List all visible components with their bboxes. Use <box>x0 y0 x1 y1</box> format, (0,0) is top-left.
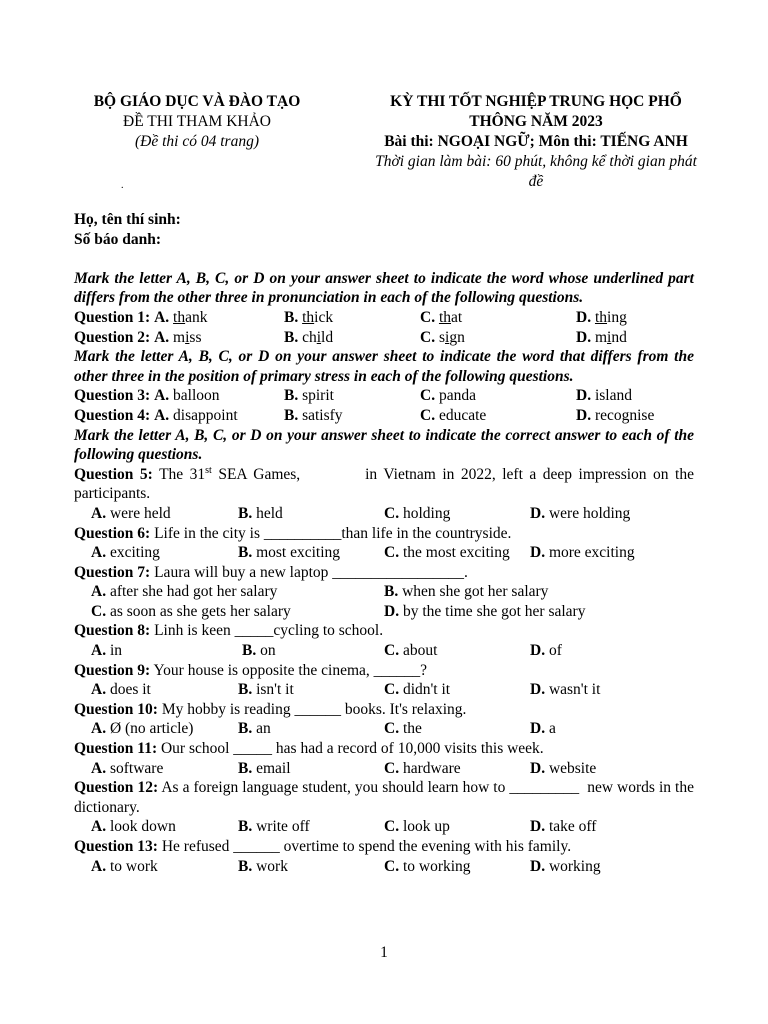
option-letter: C. <box>91 602 107 620</box>
superscript: st <box>205 464 212 476</box>
question-label: Question 7: <box>74 563 151 581</box>
option-text: an <box>256 720 271 738</box>
option-text: m <box>173 328 186 346</box>
question-label: Question 6: <box>74 524 151 542</box>
question-7-stem <box>74 563 694 583</box>
option-text: most exciting <box>256 544 341 562</box>
option-letter: B. <box>238 681 253 699</box>
candidate-id-label: Số báo danh: <box>74 230 162 248</box>
stem-text: The 31 <box>159 465 206 483</box>
question-label: Question 8: <box>74 622 151 640</box>
question-8-options <box>74 641 694 661</box>
option-text: ank <box>185 308 208 326</box>
stem-text: My hobby is reading ______ books. It's relaxing. <box>161 700 467 718</box>
page-number: 1 <box>380 944 388 961</box>
option-text: work <box>256 857 288 875</box>
question-6-options <box>74 543 694 563</box>
instruction-stress: Mark the letter A, B, C, or D on your answer sheet to indicate the word that differs from the other three in the position of primary stress in each of the following questions. <box>74 348 694 385</box>
question-label: Question 10: <box>74 700 158 718</box>
underlined-part: i <box>185 328 190 346</box>
option-text: disappoint <box>173 406 238 424</box>
question-5-stem <box>74 464 698 504</box>
option-letter: C. <box>384 544 400 562</box>
instruction-pronunciation: Mark the letter A, B, C, or D on your answer sheet to indicate the word whose underlined part differs from the other three in pronunciation in each of the following questions. <box>74 269 694 307</box>
option-text: software <box>109 759 164 777</box>
option-text: ss <box>189 328 202 346</box>
stem-text: SEA Games, in Vietnam in 2022, left a deep impression on the participants. <box>74 465 698 503</box>
option-letter: C. <box>420 387 436 405</box>
option-text: panda <box>438 387 476 405</box>
option-text: ick <box>314 308 334 326</box>
option-text: were holding <box>548 504 631 522</box>
time-line-1: Thời gian làm bài: 60 phút, không kể thời gian phát <box>375 153 697 170</box>
option-text: Ø (no article) <box>109 720 194 738</box>
underlined-part: th <box>438 308 452 326</box>
option-text: island <box>594 387 632 405</box>
option-text: s <box>438 328 445 346</box>
exam-title-line-1: KỲ THI TỐT NGHIỆP TRUNG HỌC PHỔ <box>390 93 682 110</box>
underlined-part: th <box>302 308 315 326</box>
question-label: Question 11: <box>74 740 158 758</box>
option-text: nd <box>611 328 627 346</box>
option-text: ch <box>302 328 317 346</box>
option-text: at <box>451 308 463 326</box>
option-text: in <box>109 642 123 660</box>
option-text: more exciting <box>548 544 635 562</box>
option-letter: B. <box>238 544 253 562</box>
option-text: of <box>548 642 562 660</box>
question-label: Question 5: <box>74 465 153 483</box>
option-text: on <box>260 642 276 660</box>
question-9-stem <box>74 661 694 681</box>
question-13-options <box>74 857 694 877</box>
option-text: holding <box>402 504 451 522</box>
stem-text: Our school _____ has had a record of 10,000 visits this week. <box>160 740 544 758</box>
option-letter: D. <box>530 544 546 562</box>
option-letter: B. <box>238 759 253 777</box>
option-text: m <box>594 328 608 346</box>
question-1 <box>74 308 694 328</box>
option-text: look down <box>109 818 176 836</box>
question-label: Question 2: <box>74 328 151 346</box>
question-12-options <box>74 817 694 837</box>
option-text: ing <box>607 308 627 326</box>
question-2 <box>74 328 694 348</box>
option-letter: A. <box>91 681 107 699</box>
option-text: look up <box>402 818 450 836</box>
option-text: wasn't it <box>548 681 601 699</box>
stem-text: Linh is keen _____cycling to school. <box>154 622 384 640</box>
subject-line: Bài thi: NGOẠI NGỮ; Môn thi: TIẾNG ANH <box>384 133 688 150</box>
option-letter: C. <box>384 504 400 522</box>
option-letter: D. <box>576 328 592 346</box>
option-text: hardware <box>402 759 461 777</box>
option-letter: A. <box>91 759 107 777</box>
question-12-stem <box>74 778 698 817</box>
option-letter: D. <box>530 818 546 836</box>
option-letter: C. <box>384 720 400 738</box>
time-line-2: đề <box>528 173 544 190</box>
candidate-name-label: Họ, tên thí sinh: <box>74 211 181 228</box>
option-text: when she got her salary <box>402 583 549 601</box>
option-letter: D. <box>576 387 592 405</box>
option-text: as soon as she gets her salary <box>109 602 291 620</box>
option-text: after she had got her salary <box>109 583 278 601</box>
option-text: website <box>548 759 597 777</box>
underlined-part: th <box>173 308 186 326</box>
option-letter: C. <box>384 681 400 699</box>
option-text: working <box>548 857 601 875</box>
question-label: Question 4: <box>74 406 151 424</box>
stray-dot: . <box>121 180 124 191</box>
exam-type: ĐỀ THI THAM KHẢO <box>123 113 271 130</box>
question-8-stem <box>74 621 694 641</box>
option-letter: B. <box>238 818 253 836</box>
option-letter: D. <box>530 681 546 699</box>
option-letter: A. <box>91 720 107 738</box>
option-letter: D. <box>530 504 546 522</box>
option-letter: D. <box>576 308 592 326</box>
question-label: Question 13: <box>74 838 158 855</box>
option-letter: D. <box>530 720 546 738</box>
option-letter: D. <box>530 857 546 875</box>
exam-content <box>74 210 698 876</box>
question-10-stem <box>74 700 694 720</box>
option-letter: B. <box>242 642 257 660</box>
option-text: isn't it <box>256 681 294 699</box>
question-7-options-cd <box>74 602 694 622</box>
option-letter: D. <box>530 759 546 777</box>
option-text: recognise <box>594 406 655 424</box>
option-text: write off <box>256 818 310 836</box>
question-4 <box>74 406 694 426</box>
header-left <box>62 92 332 152</box>
option-text: balloon <box>173 387 220 405</box>
spacer <box>74 249 694 269</box>
stem-text: As a foreign language student, you should learn how to _________ new words in the dictionary. <box>74 779 698 816</box>
option-letter: D. <box>576 406 592 424</box>
question-11-stem <box>74 739 694 759</box>
option-letter: C. <box>420 406 436 424</box>
stem-text: Life in the city is __________than life in the countryside. <box>154 524 512 542</box>
option-text: exciting <box>109 544 160 562</box>
option-letter: C. <box>420 308 436 326</box>
instruction-correct-answer: Mark the letter A, B, C, or D on your answer sheet to indicate the correct answer to each of the following questions. <box>74 426 694 464</box>
option-letter: A. <box>154 406 170 424</box>
option-text: educate <box>438 406 487 424</box>
option-text: take off <box>548 818 597 836</box>
question-6-stem <box>74 524 694 544</box>
option-text: were held <box>109 504 171 522</box>
option-text: didn't it <box>402 681 451 699</box>
question-label: Question 3: <box>74 387 151 405</box>
option-letter: B. <box>238 857 253 875</box>
option-text: held <box>256 504 283 522</box>
underlined-part: th <box>594 308 608 326</box>
option-letter: B. <box>284 406 299 424</box>
question-label: Question 1: <box>74 308 151 326</box>
question-11-options <box>74 759 694 779</box>
question-9-options <box>74 680 694 700</box>
question-label: Question 12: <box>74 779 159 797</box>
underlined-part: i <box>607 328 612 346</box>
option-letter: C. <box>384 818 400 836</box>
ministry-name: BỘ GIÁO DỤC VÀ ĐÀO TẠO <box>93 93 301 110</box>
option-letter: B. <box>284 328 299 346</box>
option-text: about <box>402 642 438 660</box>
exam-title-line-2: THÔNG NĂM 2023 <box>469 113 603 130</box>
option-letter: C. <box>384 857 400 875</box>
option-text: to working <box>402 857 471 875</box>
option-text: ld <box>321 328 334 346</box>
question-13-stem <box>74 837 694 857</box>
stem-text: Your house is opposite the cinema, ______? <box>153 661 428 679</box>
option-text: spirit <box>302 387 334 405</box>
option-text: does it <box>109 681 151 699</box>
question-7-options-ab <box>74 582 694 602</box>
option-letter: B. <box>238 504 253 522</box>
option-text: the <box>402 720 422 738</box>
option-letter: C. <box>384 642 400 660</box>
option-text: satisfy <box>302 406 343 424</box>
option-letter: A. <box>91 818 107 836</box>
option-letter: B. <box>384 583 399 601</box>
option-letter: D. <box>530 642 546 660</box>
option-letter: D. <box>384 602 400 620</box>
option-letter: C. <box>420 328 436 346</box>
option-letter: A. <box>154 328 170 346</box>
option-text: email <box>256 759 291 777</box>
option-letter: A. <box>91 544 107 562</box>
option-letter: C. <box>384 759 400 777</box>
underlined-part: i <box>316 328 322 346</box>
pages-note: (Đề thi có 04 trang) <box>135 133 259 150</box>
option-letter: B. <box>284 308 299 326</box>
option-letter: B. <box>284 387 299 405</box>
option-letter: A. <box>91 504 107 522</box>
underlined-part: i <box>445 328 450 346</box>
option-text: the most exciting <box>402 544 510 562</box>
header-right <box>340 92 732 192</box>
question-5-options <box>74 504 694 524</box>
question-10-options <box>74 719 694 739</box>
option-text: to work <box>109 857 158 875</box>
option-letter: A. <box>91 857 107 875</box>
option-letter: A. <box>154 387 170 405</box>
option-letter: A. <box>91 642 107 660</box>
question-label: Question 9: <box>74 661 151 679</box>
option-text: gn <box>449 328 465 346</box>
stem-text: He refused ______ overtime to spend the evening with his family. <box>161 838 572 855</box>
question-3 <box>74 386 694 406</box>
option-letter: A. <box>154 308 170 326</box>
option-letter: B. <box>238 720 253 738</box>
option-letter: A. <box>91 583 107 601</box>
option-text: a <box>548 720 556 738</box>
option-text: by the time she got her salary <box>402 602 586 620</box>
stem-text: Laura will buy a new laptop _________________. <box>154 563 468 581</box>
